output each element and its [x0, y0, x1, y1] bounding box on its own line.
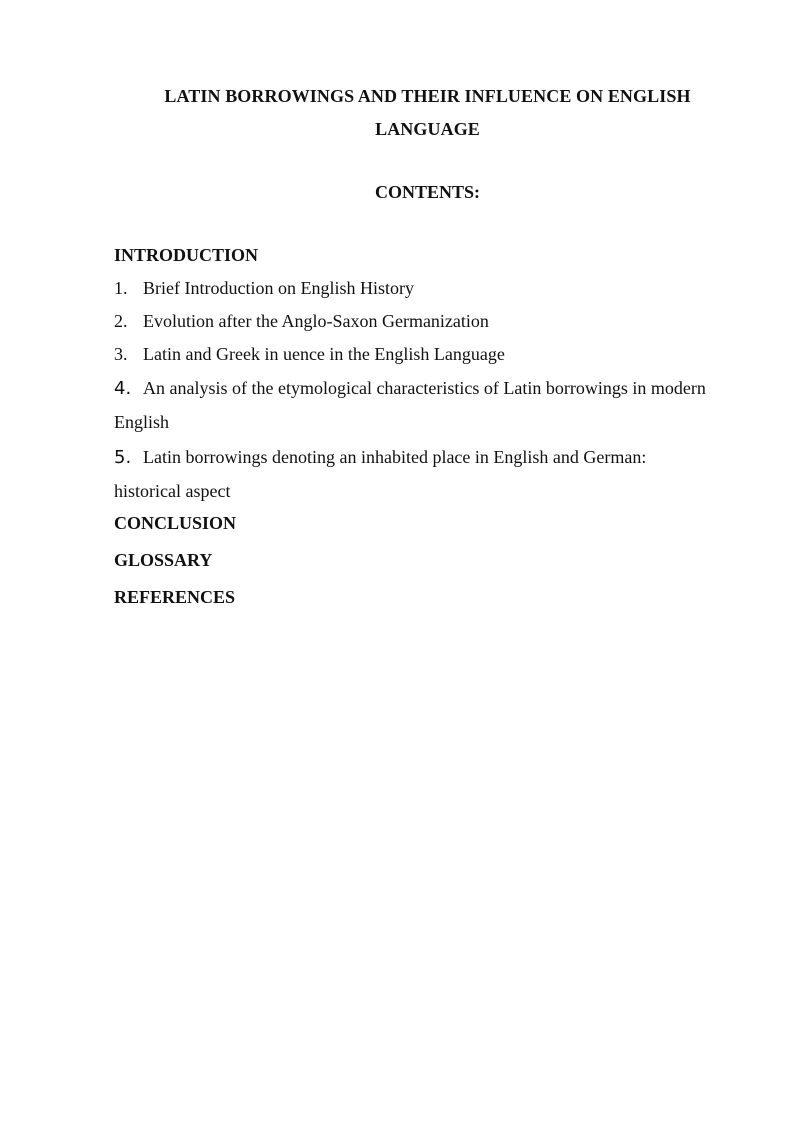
document-title [114, 80, 741, 146]
toc-item-number: 4. [114, 378, 132, 399]
toc-conclusion: CONCLUSION [114, 513, 237, 533]
toc-item-4 [114, 374, 706, 403]
toc-references: REFERENCES [114, 587, 236, 607]
toc-item-5-continuation: historical aspect [114, 481, 231, 501]
toc-glossary: GLOSSARY [114, 550, 213, 570]
toc-item-number: 3. [114, 344, 128, 364]
toc-item-2 [114, 307, 489, 335]
toc-item-3 [114, 340, 505, 368]
toc-item-text: Latin borrowings denoting an inhabited place in English and German: [143, 447, 647, 467]
toc-item-text: Evolution after the Anglo-Saxon Germanization [143, 311, 489, 331]
toc-item-number: 5. [114, 447, 132, 468]
toc-item-number: 1. [114, 278, 128, 298]
title-line-2: LANGUAGE [375, 119, 480, 139]
toc-item-text: An analysis of the etymological characteristics of Latin borrowings in modern [143, 378, 706, 398]
toc-item-4-continuation: English [114, 412, 170, 432]
toc-item-number: 2. [114, 311, 128, 331]
toc-item-text: Latin and Greek in uence in the English Language [143, 344, 505, 364]
title-line-1: LATIN BORROWINGS AND THEIR INFLUENCE ON ENGLISH [164, 86, 691, 106]
toc-item-1 [114, 274, 414, 302]
toc-introduction: INTRODUCTION [114, 245, 259, 265]
contents-heading: CONTENTS: [374, 182, 481, 202]
toc-item-5 [114, 443, 646, 472]
toc-item-text: Brief Introduction on English History [143, 278, 414, 298]
